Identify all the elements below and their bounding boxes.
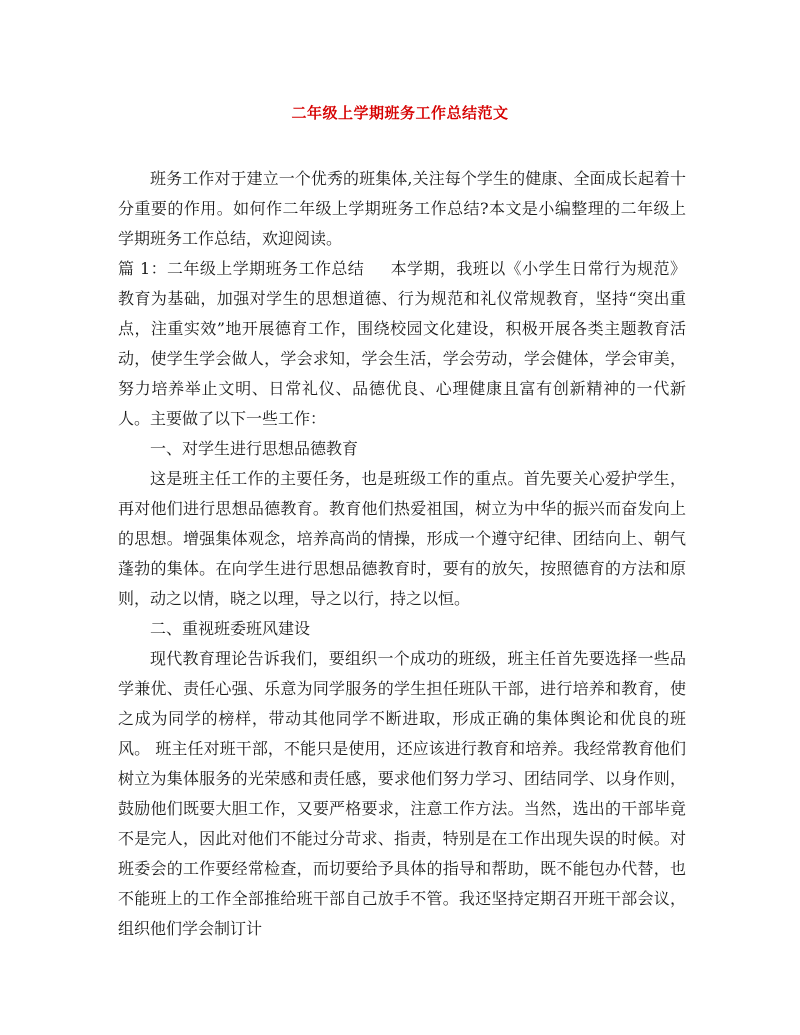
- section2-paragraph: 现代教育理论告诉我们，要组织一个成功的班级，班主任首先要选择一些品学兼优、责任心强、乐意为同学服务的学生担任班队干部，进行培养和教育，使之成为同学的榜样，带动其他同学不断进取，形成正确的集体舆论和优良的班风。 班主任对班干部，不能只是使用，还应该进行教育和培养。我经常教育他们树立为集体服务的光荣感和责任感，要求他们努力学习、团结同学、以身作则，鼓励他们既要大胆工作，又要严格要求，注意工作方法。当然，选出的干部毕竟不是完人，因此对他们不能过分苛求、指责，特别是在工作出现失误的时候。对班委会的工作要经常检查，而切要给予具体的指导和帮助，既不能包办代替，也不能班上的工作全部推给班干部自己放手不管。我还坚持定期召开班干部会议，组织他们学会制订计: [118, 649, 686, 938]
- part1-heading: 篇 1：二年级上学期班务工作总结: [118, 259, 365, 278]
- section1-paragraph: 这是班主任工作的主要任务，也是班级工作的重点。首先要关心爱护学生，再对他们进行思想品德教育。教育他们热爱祖国，树立为中华的振兴而奋发向上的思想。增强集体观念，培养高尚的情操，形成一个遵守纪律、团结向上、朝气蓬勃的集体。在向学生进行思想品德教育时，要有的放矢，按照德育的方法和原则，动之以情，晓之以理，导之以行，持之以恒。: [118, 469, 686, 608]
- intro-paragraph: 班务工作对于建立一个优秀的班集体,关注每个学生的健康、全面成长起着十分重要的作用。如何作二年级上学期班务工作总结?本文是小编整理的二年级上学期班务工作总结，欢迎阅读。: [118, 169, 686, 248]
- document-body: [118, 164, 686, 944]
- section2-heading: 二、重视班委班风建设: [150, 619, 311, 638]
- section1-heading: 一、对学生进行思想品德教育: [150, 439, 359, 458]
- part1-text: 本学期，我班以《小学生日常行为规范》教育为基础，加强对学生的思想道德、行为规范和礼仪常规教育，坚持“突出重点，注重实效”地开展德育工作，围绕校园文化建设，积极开展各类主题教育活动，使学生学会做人，学会求知，学会生活，学会劳动，学会健体，学会审美，努力培养举止文明、日常礼仪、品德优良、心理健康且富有创新精神的一代新人。主要做了以下一些工作：: [118, 259, 686, 428]
- part1-paragraph: [118, 254, 686, 434]
- document-title: 二年级上学期班务工作总结范文: [291, 104, 509, 122]
